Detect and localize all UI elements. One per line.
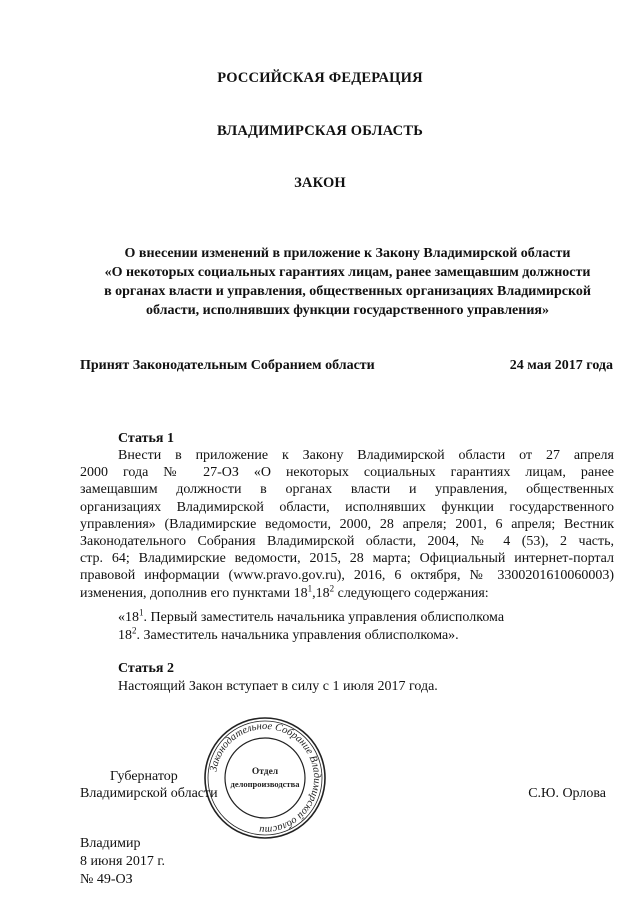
article-1-body	[80, 447, 614, 602]
adoption-date: 24 мая 2017 года	[509, 358, 613, 373]
federation-heading: РОССИЙСКАЯ ФЕДЕРАЦИЯ	[217, 70, 423, 86]
signatory-position-line-1: Губернатор	[110, 769, 178, 784]
title-line: «О некоторых социальных гарантиях лицам, ранее замещавшим должности	[104, 265, 591, 280]
article-1-line: Внести в приложение к Закону Владимирской области от 27 апреля	[118, 448, 614, 463]
title-line: области, исполнявших функции государственного управления»	[146, 303, 549, 318]
region-heading: ВЛАДИМИРСКАЯ ОБЛАСТЬ	[217, 123, 423, 139]
footer-date: 8 июня 2017 г.	[80, 854, 166, 869]
text-fragment: следующего содержания:	[334, 585, 489, 601]
article-1-last-line	[80, 582, 614, 602]
text-fragment: 18	[118, 628, 132, 643]
article-1-line: 2000 года № 27-ОЗ «О некоторых социальных гарантиях лицам, ранее	[80, 465, 614, 481]
text-fragment: ,18	[312, 585, 330, 601]
text-fragment: . Первый заместитель начальника управления облисполкома	[143, 610, 505, 625]
article-1-line: замещавшим должности в органах власти и управления, общественных	[80, 482, 614, 498]
title-line: О внесении изменений в приложение к Закону Владимирской области	[124, 246, 571, 261]
adoption-label: Принят Законодательным Собранием области	[80, 358, 375, 373]
footer-law-number: № 49-ОЗ	[80, 872, 133, 887]
article-1-heading: Статья 1	[118, 431, 174, 446]
new-item-18-2	[118, 627, 459, 644]
superscript: 1	[307, 582, 313, 593]
official-seal	[203, 716, 327, 840]
article-2-heading: Статья 2	[118, 661, 174, 676]
superscript: 2	[329, 582, 335, 593]
superscript: 2	[132, 625, 137, 636]
article-2-text: Настоящий Закон вступает в силу с 1 июля 2017 года.	[118, 679, 438, 694]
document-type-heading: ЗАКОН	[294, 175, 346, 191]
signatory-name: С.Ю. Орлова	[528, 786, 606, 801]
text-fragment: . Заместитель начальника управления облисполкома».	[136, 628, 459, 643]
signatory-position-line-2: Владимирской области	[80, 786, 218, 801]
article-1-line: Законодательного Собрания Владимирской области, 2004, № 4 (53), 2 часть,	[80, 534, 614, 550]
seal-center-line-1: Отдел	[251, 767, 279, 777]
law-title	[80, 244, 615, 320]
new-item-18-1	[118, 609, 504, 626]
text-fragment: «18	[118, 610, 139, 625]
seal-ring-text: Законодательное Собрание Владимирской области	[208, 720, 323, 836]
text-fragment: изменения, дополнив его пунктами 18	[80, 585, 308, 601]
article-1-line: управления» (Владимирские ведомости, 2000, 28 апреля; 2001, 6 апреля; Вестник	[80, 516, 614, 532]
article-1-line: стр. 64; Владимирские ведомости, 2015, 28 марта; Официальный интернет-портал	[80, 551, 614, 567]
article-1-line: правовой информации (www.pravo.gov.ru), 2016, 6 октября, № 3300201610060003)	[80, 568, 614, 584]
footer-city: Владимир	[80, 836, 141, 851]
seal-center-line-2: делопроизводства	[230, 779, 300, 789]
superscript: 1	[139, 607, 144, 618]
article-1-line: организациях Владимирской области, исполнявших функции государственного	[80, 499, 614, 515]
title-line: в органах власти и управления, общественных организациях Владимирской	[104, 284, 591, 299]
